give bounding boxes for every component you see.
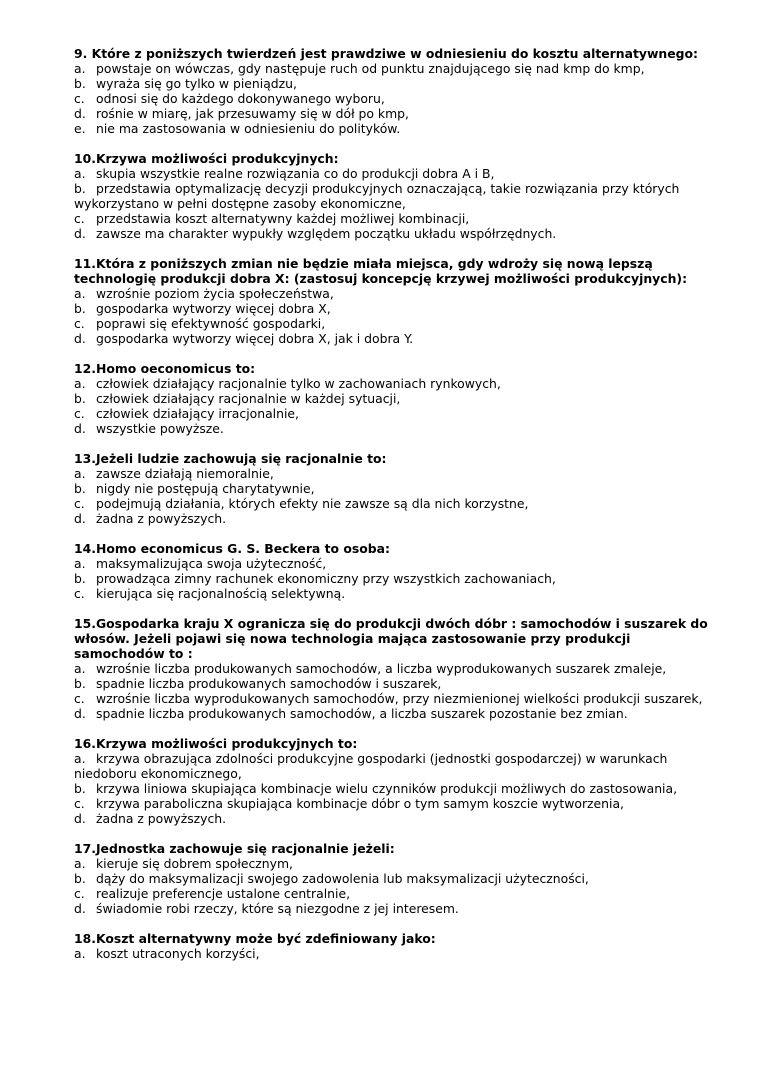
answer-item [74, 796, 714, 811]
answer-text: przedstawia koszt alternatywny każdej możliwej kombinacji, [96, 211, 470, 226]
answer-letter: d. [74, 421, 86, 436]
question-title: 18.Koszt alternatywny może być zdefiniowany jako: [74, 931, 436, 946]
answer-text: maksymalizująca swoja użyteczność, [96, 556, 327, 571]
answer-letter: a. [74, 556, 86, 571]
answer-text: gospodarka wytworzy więcej dobra X, jak i dobra Y. [96, 331, 414, 346]
answer-letter: b. [74, 181, 86, 196]
question-title: 16.Krzywa możliwości produkcyjnych to: [74, 736, 358, 751]
answer-item [74, 571, 714, 586]
answer-text: skupia wszystkie realne rozwiązania co do produkcji dobra A i B, [96, 166, 495, 181]
answer-letter: c. [74, 496, 85, 511]
answer-text: realizuje preferencje ustalone centralnie, [96, 886, 351, 901]
question-title: 9. Które z poniższych twierdzeń jest prawdziwe w odniesieniu do kosztu alternatywnego: [74, 46, 698, 61]
answer-text: rośnie w miarę, jak przesuwamy się w dół po kmp, [96, 106, 409, 121]
answer-text: nigdy nie postępują charytatywnie, [96, 481, 315, 496]
answer-item [74, 811, 714, 826]
answer-letter: b. [74, 871, 86, 886]
answer-item [74, 166, 714, 181]
answer-item [74, 676, 714, 691]
question-title: 12.Homo oeconomicus to: [74, 361, 256, 376]
answer-item [74, 496, 714, 511]
answer-letter: a. [74, 946, 86, 961]
answer-item [74, 91, 714, 106]
answer-letter: b. [74, 781, 86, 796]
question-title: 15.Gospodarka kraju X ogranicza się do produkcji dwóch dóbr : samochodów i suszarek do włosów. Jeżeli pojawi się nowa technologia mająca zastosowanie przy produkcji samochodów to : [74, 616, 708, 661]
answer-letter: a. [74, 661, 86, 676]
answer-item [74, 406, 714, 421]
answer-item [74, 871, 714, 886]
answer-item [74, 751, 714, 781]
question-title: 10.Krzywa możliwości produkcyjnych: [74, 151, 339, 166]
answer-item [74, 856, 714, 871]
answer-text: świadomie robi rzeczy, które są niezgodne z jej interesem. [96, 901, 459, 916]
question-title: 11.Która z poniższych zmian nie będzie miała miejsca, gdy wdroży się nową lepszą technologię produkcji dobra X: (zastosuj koncepcję krzywej możliwości produkcyjnych): [74, 256, 688, 286]
answer-text: żadna z powyższych. [96, 511, 227, 526]
answer-text: krzywa paraboliczna skupiająca kombinacje dóbr o tym samym koszcie wytworzenia, [96, 796, 624, 811]
answer-text: człowiek działający irracjonalnie, [96, 406, 299, 421]
answer-item [74, 556, 714, 571]
answer-text: kieruje się dobrem społecznym, [96, 856, 293, 871]
answer-letter: b. [74, 391, 86, 406]
answer-text: kierująca się racjonalnością selektywną. [96, 586, 346, 601]
answer-letter: c. [74, 796, 85, 811]
answer-letter: a. [74, 466, 86, 481]
answer-letter: a. [74, 286, 86, 301]
answer-text: wzrośnie liczba produkowanych samochodów, a liczba wyprodukowanych suszarek zmaleje, [96, 661, 667, 676]
question-12 [74, 361, 714, 436]
answer-text: podejmują działania, których efekty nie zawsze są dla nich korzystne, [96, 496, 529, 511]
answer-letter: d. [74, 901, 86, 916]
answer-text: wszystkie powyższe. [96, 421, 224, 436]
answer-text: odnosi się do każdego dokonywanego wyboru, [96, 91, 385, 106]
answer-text: wyraża się go tylko w pieniądzu, [96, 76, 297, 91]
answer-item [74, 706, 714, 721]
answer-item [74, 391, 714, 406]
question-10 [74, 151, 714, 241]
answer-text: krzywa liniowa skupiająca kombinacje wielu czynników produkcji możliwych do zastosowania, [96, 781, 678, 796]
answer-item [74, 481, 714, 496]
question-15 [74, 616, 714, 721]
question-title: 14.Homo economicus G. S. Beckera to osoba: [74, 541, 390, 556]
answer-item [74, 901, 714, 916]
answer-text: krzywa obrazująca zdolności produkcyjne gospodarki (jednostki gospodarczej) w warunkach niedoboru ekonomicznego, [74, 751, 668, 781]
answer-letter: a. [74, 61, 86, 76]
answer-text: człowiek działający racjonalnie w każdej sytuacji, [96, 391, 401, 406]
answer-item [74, 466, 714, 481]
question-17 [74, 841, 714, 916]
answer-letter: d. [74, 706, 86, 721]
answer-item [74, 661, 714, 676]
question-13 [74, 451, 714, 526]
question-title: 17.Jednostka zachowuje się racjonalnie jeżeli: [74, 841, 395, 856]
answer-item [74, 226, 714, 241]
answer-item [74, 106, 714, 121]
answer-letter: e. [74, 121, 86, 136]
answer-item [74, 121, 714, 136]
answer-letter: c. [74, 886, 85, 901]
answer-letter: d. [74, 226, 86, 241]
question-9 [74, 46, 714, 136]
answer-letter: a. [74, 751, 86, 766]
answer-text: spadnie liczba produkowanych samochodów i suszarek, [96, 676, 442, 691]
answer-text: spadnie liczba produkowanych samochodów, a liczba suszarek pozostanie bez zmian. [96, 706, 628, 721]
answer-letter: b. [74, 571, 86, 586]
answer-text: zawsze ma charakter wypukły względem początku układu współrzędnych. [96, 226, 557, 241]
answer-item [74, 286, 714, 301]
answer-text: żadna z powyższych. [96, 811, 227, 826]
answer-text: przedstawia optymalizację decyzji produkcyjnych oznaczającą, takie rozwiązania przy których wykorzystano w pełni dostępne zasoby ekonomiczne, [74, 181, 680, 211]
answer-text: wzrośnie poziom życia społeczeństwa, [96, 286, 334, 301]
question-title: 13.Jeżeli ludzie zachowują się racjonalnie to: [74, 451, 387, 466]
answer-letter: c. [74, 691, 85, 706]
answer-item [74, 946, 714, 961]
question-11 [74, 256, 714, 346]
answer-letter: b. [74, 76, 86, 91]
answer-item [74, 211, 714, 226]
answer-letter: c. [74, 406, 85, 421]
answer-letter: a. [74, 856, 86, 871]
answer-item [74, 61, 714, 76]
answer-letter: d. [74, 511, 86, 526]
answer-letter: c. [74, 91, 85, 106]
answer-item [74, 691, 714, 706]
answer-text: powstaje on wówczas, gdy następuje ruch od punktu znajdującego się nad kmp do kmp, [96, 61, 645, 76]
answer-letter: d. [74, 106, 86, 121]
answer-text: zawsze działają niemoralnie, [96, 466, 274, 481]
answer-letter: c. [74, 211, 85, 226]
answer-text: gospodarka wytworzy więcej dobra X, [96, 301, 331, 316]
answer-item [74, 886, 714, 901]
answer-item [74, 376, 714, 391]
answer-item [74, 331, 714, 346]
answer-letter: c. [74, 586, 85, 601]
answer-text: poprawi się efektywność gospodarki, [96, 316, 326, 331]
answer-text: nie ma zastosowania w odniesieniu do polityków. [96, 121, 401, 136]
question-16 [74, 736, 714, 826]
answer-item [74, 511, 714, 526]
answer-item [74, 421, 714, 436]
answer-letter: a. [74, 166, 86, 181]
answer-letter: d. [74, 811, 86, 826]
answer-letter: c. [74, 316, 85, 331]
answer-letter: d. [74, 331, 86, 346]
answer-item [74, 76, 714, 91]
answer-letter: b. [74, 676, 86, 691]
answer-item [74, 181, 714, 211]
answer-item [74, 316, 714, 331]
answer-letter: b. [74, 301, 86, 316]
answer-item [74, 586, 714, 601]
answer-letter: b. [74, 481, 86, 496]
answer-item [74, 301, 714, 316]
answer-item [74, 781, 714, 796]
answer-text: człowiek działający racjonalnie tylko w zachowaniach rynkowych, [96, 376, 501, 391]
answer-text: prowadząca zimny rachunek ekonomiczny przy wszystkich zachowaniach, [96, 571, 556, 586]
answer-text: koszt utraconych korzyści, [96, 946, 260, 961]
answer-text: dąży do maksymalizacji swojego zadowolenia lub maksymalizacji użyteczności, [96, 871, 589, 886]
document-page [74, 46, 714, 976]
answer-text: wzrośnie liczba wyprodukowanych samochodów, przy niezmienionej wielkości produkcji suszarek, [96, 691, 703, 706]
question-14 [74, 541, 714, 601]
question-18 [74, 931, 714, 961]
answer-letter: a. [74, 376, 86, 391]
